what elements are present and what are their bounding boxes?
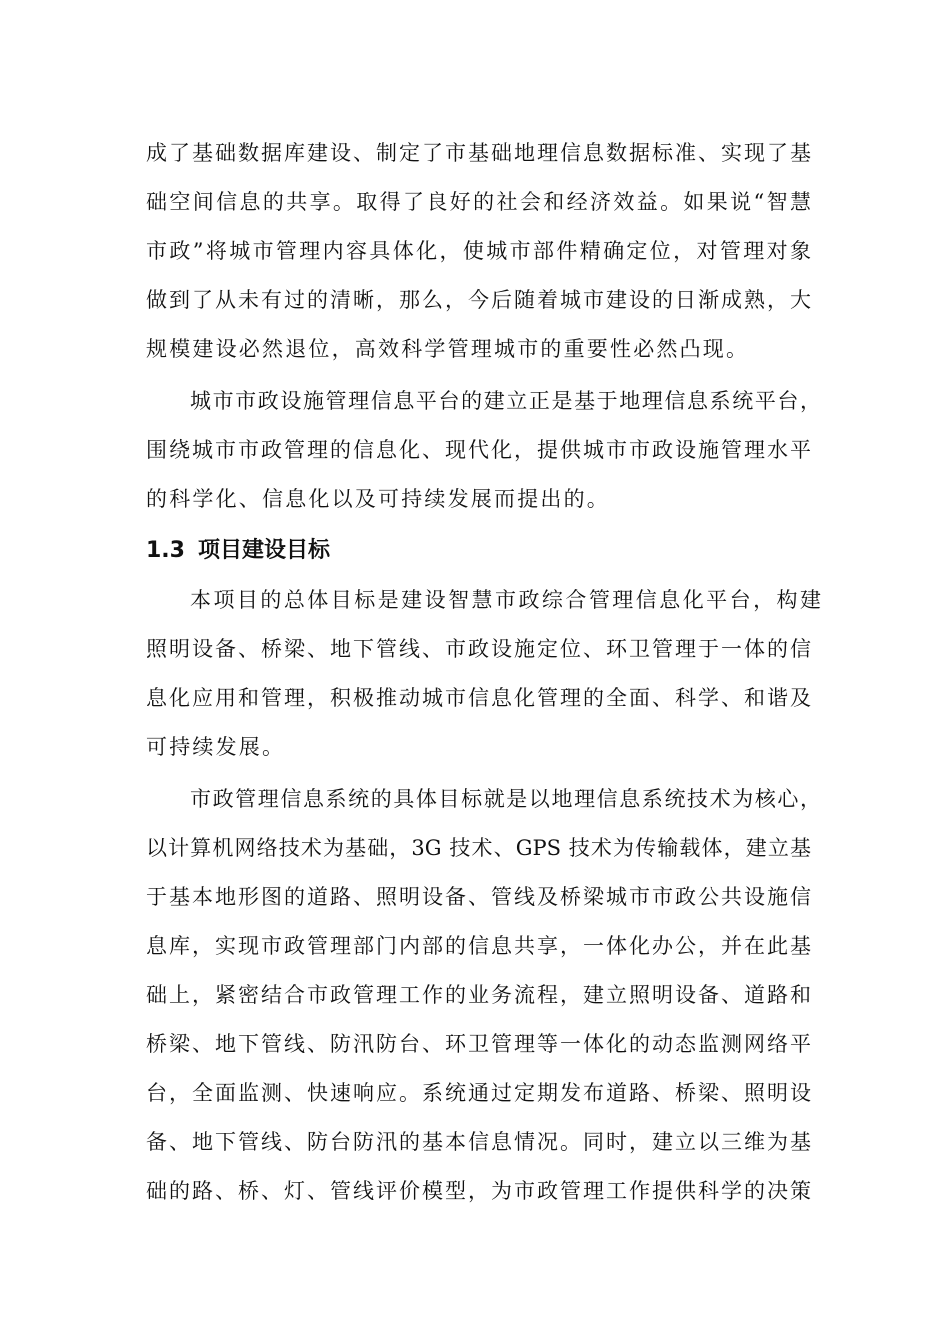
text-line: 息库，实现市政管理部门内部的信息共享，一体化办公，并在此基 <box>146 934 811 958</box>
section-number: 1.3 <box>146 538 185 563</box>
text-line: 市政管理信息系统的具体目标就是以地理信息系统技术为核心， <box>190 787 821 811</box>
text-line: 桥梁、地下管线、防汛防台、环卫管理等一体化的动态监测网络平 <box>146 1032 811 1056</box>
text-line: 础上，紧密结合市政管理工作的业务流程，建立照明设备、道路和 <box>146 983 811 1007</box>
text-line: 围绕城市市政管理的信息化、现代化，提供城市市政设施管理水平 <box>146 438 811 462</box>
text-line: 可持续发展。 <box>146 735 286 759</box>
text-line: 市政”将城市管理内容具体化，使城市部件精确定位，对管理对象 <box>146 239 811 263</box>
text-line: 台，全面监测、快速响应。系统通过定期发布道路、桥梁、照明设 <box>146 1081 811 1105</box>
text-line: 的科学化、信息化以及可持续发展而提出的。 <box>146 487 610 511</box>
text-line: 本项目的总体目标是建设智慧市政综合管理信息化平台，构建 <box>190 588 821 612</box>
text-line: 照明设备、桥梁、地下管线、市政设施定位、环卫管理于一体的信 <box>146 637 811 661</box>
text-line: 础的路、桥、灯、管线评价模型，为市政管理工作提供科学的决策 <box>146 1179 811 1203</box>
text-line: 础空间信息的共享。取得了良好的社会和经济效益。如果说“智慧 <box>146 190 811 214</box>
text-line: 于基本地形图的道路、照明设备、管线及桥梁城市市政公共设施信 <box>146 885 811 909</box>
section-title: 项目建设目标 <box>198 538 331 563</box>
section-heading <box>146 538 330 564</box>
text-line: 备、地下管线、防台防汛的基本信息情况。同时，建立以三维为基 <box>146 1130 811 1154</box>
text-line: 规模建设必然退位，高效科学管理城市的重要性必然凸现。 <box>146 337 750 361</box>
text-line: 做到了从未有过的清晰，那么，今后随着城市建设的日渐成熟，大 <box>146 288 811 312</box>
text-line: 城市市政设施管理信息平台的建立正是基于地理信息系统平台， <box>190 389 821 413</box>
text-line: 以计算机网络技术为基础，3G 技术、GPS 技术为传输载体，建立基 <box>146 836 811 860</box>
text-line: 成了基础数据库建设、制定了市基础地理信息数据标准、实现了基 <box>146 141 811 165</box>
text-line: 息化应用和管理，积极推动城市信息化管理的全面、科学、和谐及 <box>146 686 811 710</box>
